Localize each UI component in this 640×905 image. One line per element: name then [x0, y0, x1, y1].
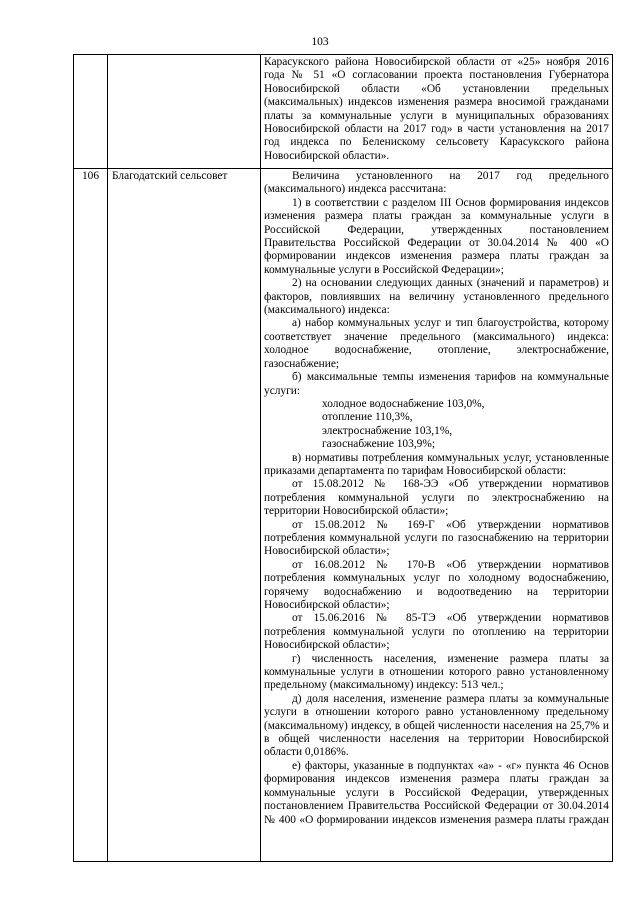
row-number-cell: 106 [74, 169, 108, 862]
description-cell [261, 169, 613, 862]
tariff-line: электроснабжение 103,1%, [322, 424, 453, 437]
tariff-line: отопление 110,3%, [322, 411, 413, 424]
paragraph-item-b: б) максимальные темпы изменения тарифов на коммунальные услуги: [264, 371, 609, 397]
paragraph: Карасукского района Новосибирской области от «25» ноября 2016 года № 51 «О согласовании проекта постановления Губернатора Новосибирской области «Об установлении предельных (максимальных) индексов изменения размера вносимой гражданами платы за коммунальные услуги в муниципальных образованиях Новосибирской области на 2017 год» в части установления на 2017 год индекса по Белениcкому сельсовету Карасукского района Новосибирской области». [264, 56, 609, 162]
paragraph-item-a: а) набор коммунальных услуг и тип благоустройства, которому соответствует значение предельного (максимального) индекса: холодное водоснабжение, отопление, электроснабжение, газоснабжение; [264, 317, 609, 370]
tariff-line: холодное водоснабжение 103,0%, [322, 397, 485, 410]
table-row-106 [74, 169, 613, 862]
paragraph-item-1: 1) в соответствии с разделом III Основ формирования индексов изменения размера платы граждан за коммунальные услуги в Российской Федерации, утвержденных постановлением Правительства Российской Федерации от 30.04.2014 № 400 «О формировании индексов изменения размера платы граждан за коммунальные услуги в Российской Федерации»; [264, 196, 609, 276]
paragraph-item-d: д) доля населения, изменение размера платы за коммунальные услуги в отношении которого равно установленному предельному (максимальному) индексу, в общей численности населения на 25,7% и в общей численности населения на территории Новосибирской области 0,0186%. [264, 692, 609, 759]
paragraph-item-v: в) нормативы потребления коммунальных услуг, установленные приказами департамента по тарифам Новосибирской области: [264, 451, 609, 477]
page-number: 103 [311, 36, 329, 48]
paragraph-item-2: 2) на основании следующих данных (значений и параметров) и факторов, повлиявших на величину установленного предельного (максимального) индекса: [264, 277, 609, 317]
paragraph-order: от 16.08.2012 № 170-В «Об утверждении нормативов потребления коммунальных услуг по холодному водоснабжению, горячему водоснабжению и водоотведению на территории Новосибирской области»; [264, 558, 609, 611]
document-table [73, 54, 613, 862]
municipality-cell: Благодатский сельсовет [108, 169, 261, 862]
tariff-line: газоснабжение 103,9%; [322, 438, 436, 451]
table-row-continued [74, 55, 613, 169]
paragraph-order: от 15.08.2012 № 169-Г «Об утверждении нормативов потребления коммунальной услуги по газоснабжению на территории Новосибирской области»; [264, 518, 609, 558]
paragraph-item-e: е) факторы, указанные в подпунктах «а» - «г» пункта 46 Основ формирования индексов изменения размера платы граждан за коммунальные услуги в Российской Федерации, утвержденных постановлением Правительства Российской Федерации от 30.04.2014 № 400 «О формировании индексов изменения размера платы граждан [264, 759, 609, 826]
paragraph-order: от 15.06.2016 № 85-ТЭ «Об утверждении нормативов потребления коммунальной услуги по отоплению на территории Новосибирской области»; [264, 612, 609, 652]
paragraph-item-g: г) численность населения, изменение размера платы за коммунальные услуги в отношении которого равно установленному предельному (максимальному) индексу: 513 чел.; [264, 652, 609, 692]
paragraph-order: от 15.08.2012 № 168-ЭЭ «Об утверждении нормативов потребления коммунальной услуги по электроснабжению на территории Новосибирской области»; [264, 478, 609, 518]
row-number-cell [74, 55, 108, 169]
description-cell [261, 55, 613, 169]
paragraph-intro: Величина установленного на 2017 год предельного (максимального) индекса рассчитана: [264, 170, 609, 196]
municipality-cell [108, 55, 261, 169]
